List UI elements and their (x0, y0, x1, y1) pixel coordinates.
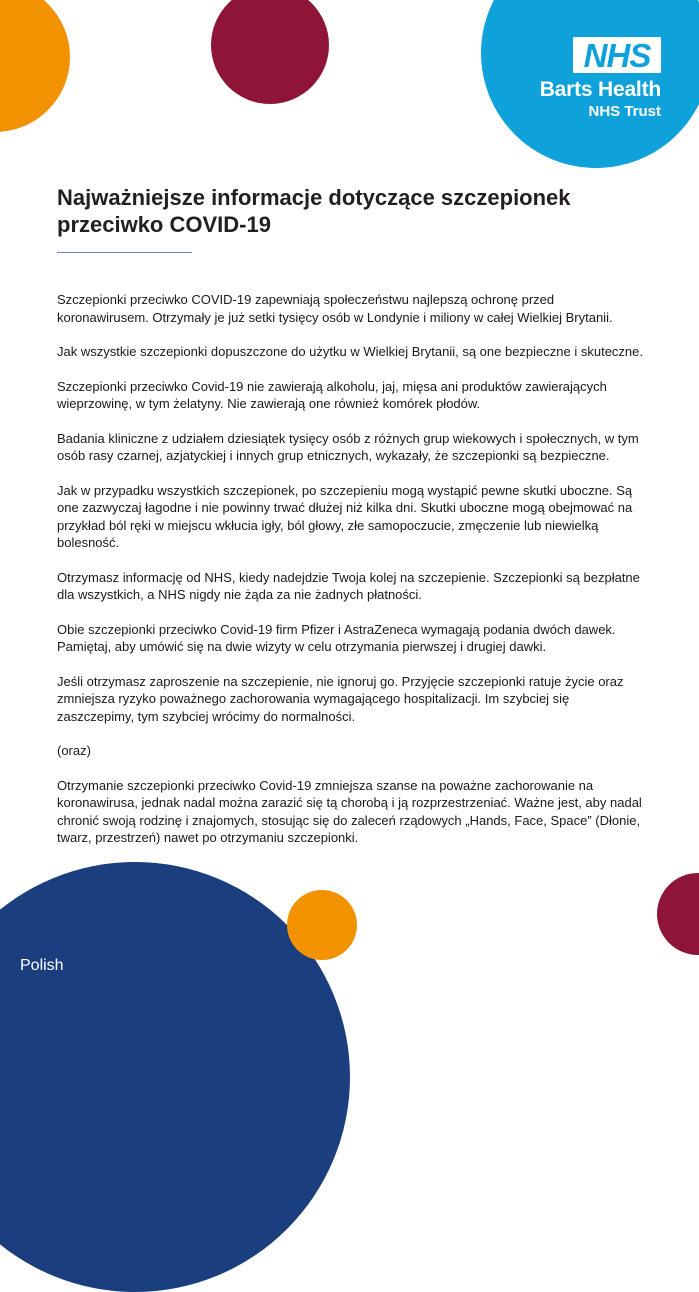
org-name-line1: Barts Health (539, 78, 661, 101)
nhs-logo (573, 37, 661, 73)
paragraph: Jak wszystkie szczepionki dopuszczone do użytku w Wielkiej Brytanii, są one bezpieczne i skuteczne. (57, 344, 643, 359)
paragraph: Obie szczepionki przeciwko Covid-19 firm Pfizer i AstraZeneca wymagają podania dwóch dawek. Pamiętaj, aby umówić się na dwie wizyty w celu otrzymania pierwszej i drugiej dawki. (57, 621, 616, 654)
language-label: Polish (20, 957, 64, 974)
nhs-logo-text: NHS (583, 36, 651, 74)
paragraph: Szczepionki przeciwko Covid-19 nie zawierają alkoholu, jaj, mięsa ani produktów zawierających wieprzowinę, w tym żelatyny. Nie zawierają one również komórek płodów. (57, 378, 607, 411)
paragraph: Jeśli otrzymasz zaproszenie na szczepienie, nie ignoruj go. Przyjęcie szczepionki ratuje życie oraz zmniejsza ryzyko poważnego zachorowania wymagającego hospitalizacji. Im szybciej się zaszczepimy, tym szybciej wrócimy do normalności. (57, 673, 624, 724)
page-title: Najważniejsze informacje dotyczące szczepionek przeciwko COVID-19 (57, 185, 571, 237)
org-name-line2: NHS Trust (588, 103, 661, 120)
document-body (57, 291, 647, 864)
paragraph: Otrzymasz informację od NHS, kiedy nadejdzie Twoja kolej na szczepienie. Szczepionki są bezpłatne dla wszystkich, a NHS nigdy nie żąda za nie żadnych płatności. (57, 569, 640, 602)
title-divider (57, 252, 192, 253)
decorative-burgundy-circle-top (211, 0, 329, 104)
paragraph: Szczepionki przeciwko COVID-19 zapewniają społeczeństwu najlepszą ochronę przed koronawirusem. Otrzymały je już setki tysięcy osób w Londynie i miliony w całej Wielkiej Brytanii. (57, 292, 613, 325)
paragraph: (oraz) (57, 743, 91, 758)
organization-name (540, 77, 661, 121)
paragraph: Otrzymanie szczepionki przeciwko Covid-19 zmniejsza szanse na poważne zachorowanie na koronawirusa, jednak nadal można zarazić się tą chorobą i ją rozprzestrzeniać. Ważne jest, aby nadal chronić swoją rodzinę i znajomych, stosując się do zaleceń rządowych „Hands, Face, Space” (Dłonie, twarz, przestrzeń) nawet po otrzymaniu szczepionki. (57, 777, 642, 845)
paragraph: Badania kliniczne z udziałem dziesiątek tysięcy osób z różnych grup wiekowych i społecznych, w tym osób rasy czarnej, azjatyckiej i innych grup etnicznych, wykazały, że szczepionki są bezpieczne. (57, 430, 639, 463)
decorative-orange-circle-top-left (0, 0, 70, 132)
paragraph: Jak w przypadku wszystkich szczepionek, po szczepieniu mogą wystąpić pewne skutki uboczne. Są one zazwyczaj łagodne i nie powinny trwać dłużej niż kilka dni. Skutki uboczne mogą obejmować na przykład ból ręki w miejscu wkłucia igły, ból głowy, złe samopoczucie, zmęczenie lub niewielką bolesność. (57, 482, 633, 550)
decorative-burgundy-circle-bottom-right (657, 873, 699, 955)
decorative-orange-circle-bottom (287, 890, 357, 960)
